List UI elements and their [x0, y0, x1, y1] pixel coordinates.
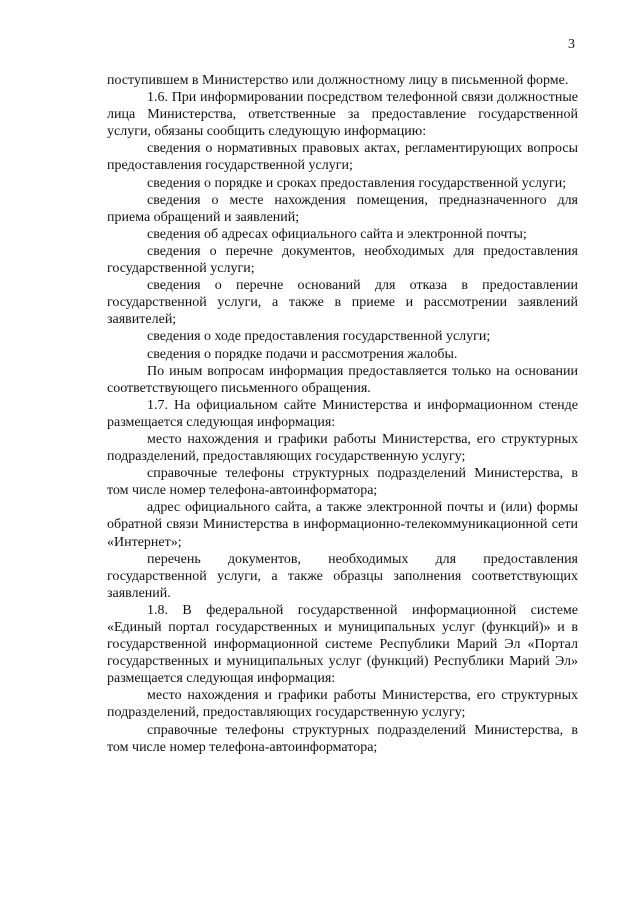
paragraph: место нахождения и графики работы Министерства, его структурных подразделений, предоставляющих государственную услугу;	[107, 431, 578, 465]
paragraph: сведения о порядке и сроках предоставления государственной услуги;	[147, 175, 567, 191]
body-text	[107, 72, 578, 756]
paragraph: 1.7. На официальном сайте Министерства и информационном стенде размещается следующая информация:	[107, 397, 578, 430]
paragraph: сведения об адресах официального сайта и электронной почты;	[147, 226, 527, 242]
paragraph: По иным вопросам информация предоставляется только на основании соответствующего письменного обращения.	[107, 363, 578, 396]
paragraph: сведения о порядке подачи и рассмотрения жалобы.	[147, 346, 458, 362]
paragraph: перечень документов, необходимых для предоставления государственной услуги, а также образцы заполнения соответствующих заявлений.	[107, 551, 578, 601]
paragraph: сведения о ходе предоставления государственной услуги;	[147, 329, 491, 345]
paragraph: сведения о месте нахождения помещения, предназначенного для приема обращений и заявлений;	[107, 192, 578, 225]
paragraph: адрес официального сайта, а также электронной почты и (или) формы обратной связи Министерства в информационно-телекоммуникационной сети «Интернет»;	[107, 500, 578, 550]
paragraph: 1.6. При информировании посредством телефонной связи должностные лица Министерства, ответственные за предоставление государственной услуги, обязаны сообщить следующую информацию:	[107, 90, 578, 140]
paragraph: место нахождения и графики работы Министерства, его структурных подразделений, предоставляющих государственную услугу;	[107, 688, 578, 721]
paragraph: поступившем в Министерство или должностному лицу в письменной форме.	[107, 73, 569, 88]
page-number: 3	[568, 37, 575, 52]
paragraph: сведения о перечне документов, необходимых для предоставления государственной услуги;	[107, 243, 578, 277]
paragraph: 1.8. В федеральной государственной информационной системе «Единый портал государственных и муниципальных услуг (функций)» и в государственной информационной системе Республики Марий Эл «Портал государственных и муниципальных услуг (функций) Республики Марий Эл» размещается следующая информация:	[107, 602, 578, 687]
paragraph: справочные телефоны структурных подразделений Министерства, в том числе номер телефона-автоинформатора;	[107, 466, 578, 499]
paragraph: сведения о нормативных правовых актах, регламентирующих вопросы предоставления государственной услуги;	[107, 141, 578, 174]
paragraph: сведения о перечне оснований для отказа в предоставлении государственной услуги, а также в приеме и рассмотрении заявлений заявителей;	[107, 278, 578, 328]
paragraph: справочные телефоны структурных подразделений Министерства, в том числе номер телефона-автоинформатора;	[107, 722, 578, 755]
